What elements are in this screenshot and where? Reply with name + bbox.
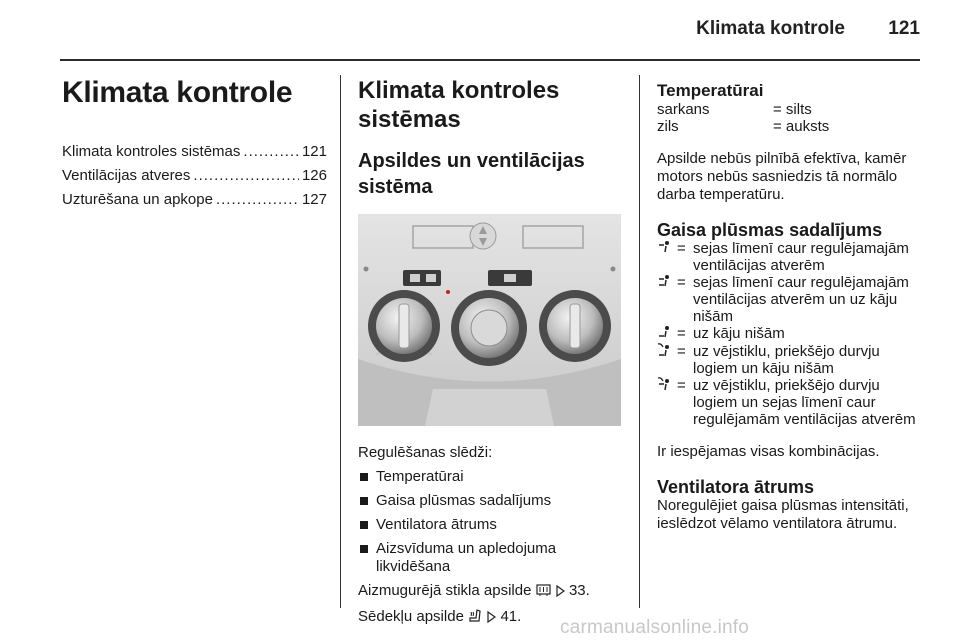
temperature-meaning: = auksts [773, 118, 830, 135]
subsection-title-line: sistēma [358, 176, 433, 198]
face-vent-icon [657, 240, 671, 254]
temperature-title: Temperatūrai [657, 81, 764, 100]
list-item-text: Aizsvīduma un apledojuma likvidēšana [376, 540, 557, 575]
airflow-row [657, 343, 922, 377]
chapter-title: Klimata kontrole [62, 76, 293, 109]
equals-sign: = [677, 274, 686, 291]
airflow-text: uz vējstiklu, priekšējo durvju logiem un kāju nišām [693, 343, 880, 377]
subsection-title [358, 148, 623, 200]
middle-column [358, 76, 623, 626]
list-item [358, 540, 623, 576]
combinations-note: Ir iespējamas visas kombinācijas. [657, 443, 880, 460]
list-item-text: Ventilatora ātrums [376, 516, 497, 533]
toc-entry-page: 127 [301, 191, 327, 208]
temperature-row [657, 101, 922, 118]
airflow-title: Gaisa plūsmas sadalījums [657, 220, 883, 240]
equals-sign: = [677, 325, 686, 342]
airflow-row [657, 240, 922, 274]
toc-entry-text: Ventilācijas atveres [62, 167, 191, 184]
bullet-icon [360, 497, 368, 505]
column-divider-2 [639, 75, 640, 608]
rear-window-heating-icon [536, 584, 551, 597]
subsection-title-line: Apsildes un ventilācijas [358, 150, 585, 172]
airflow-text: sejas līmenī caur regulējamajām ventilācijas atverēm [693, 240, 909, 274]
ref-text: Sēdekļu apsilde [358, 608, 464, 625]
toc-entry[interactable] [62, 164, 327, 188]
temperature-color: sarkans [657, 101, 710, 118]
bullet-icon [360, 545, 368, 553]
temperature-color: zils [657, 118, 679, 135]
fan-speed-text: Noregulējiet gaisa plūsmas intensitāti, ieslēdzot vēlamo ventilatora ātrumu. [657, 497, 909, 532]
equals-sign: = [677, 377, 686, 394]
section-title [358, 76, 623, 134]
temperature-note: Apsilde nebūs pilnībā efektīva, kamēr motors nebūs sasniedzis tā normālo darba temperatūru. [657, 150, 907, 203]
toc-entry-page: 121 [301, 143, 327, 160]
list-item [358, 516, 623, 534]
bullet-icon [360, 473, 368, 481]
list-item-text: Gaisa plūsmas sadalījums [376, 492, 552, 509]
toc-entry-page: 126 [301, 167, 327, 184]
seat-heating-icon [468, 609, 482, 623]
list-item-text: Temperatūrai [376, 468, 464, 485]
temperature-meaning: = silts [773, 101, 812, 118]
ref-text: Aizmugurējā stikla apsilde [358, 582, 532, 599]
airflow-text: sejas līmenī caur regulējamajām ventilācijas atverēm un uz kāju nišām [693, 274, 909, 325]
bullet-icon [360, 521, 368, 529]
fan-speed-title: Ventilatora ātrums [657, 477, 815, 497]
windscreen-face-icon [657, 377, 671, 391]
running-header-title: Klimata kontrole [696, 18, 845, 39]
toc-leader [193, 164, 299, 188]
toc-entry[interactable] [62, 140, 327, 164]
list-item [358, 468, 623, 486]
windscreen-feet-icon [657, 343, 671, 357]
airflow-row [657, 274, 922, 325]
toc-entry-text: Klimata kontroles sistēmas [62, 143, 241, 160]
page-reference-arrow-icon [555, 585, 565, 597]
section-title-line: sistēmas [358, 106, 461, 133]
climate-control-photo [358, 214, 621, 426]
header-rule [60, 59, 920, 61]
column-divider-1 [340, 75, 341, 608]
toc-entry[interactable] [62, 188, 327, 212]
equals-sign: = [677, 240, 686, 257]
toc-leader [243, 140, 299, 164]
ref-page[interactable]: 33. [568, 582, 590, 599]
ref-page[interactable]: 41. [500, 608, 522, 625]
section-title-line: Klimata kontroles [358, 77, 560, 104]
face-feet-vent-icon [657, 274, 671, 288]
controls-label: Regulēšanas slēdži: [358, 444, 493, 461]
list-item [358, 492, 623, 510]
toc-entry-text: Uzturēšana un apkope [62, 191, 213, 208]
controls-list [358, 468, 623, 576]
airflow-text: uz kāju nišām [693, 325, 785, 342]
right-column [657, 81, 922, 533]
watermark: carmanualsonline.info [560, 617, 750, 638]
airflow-text: uz vējstiklu, priekšējo durvju logiem un sejas līmenī caur regulējamām ventilācijas atverēm [693, 377, 916, 428]
equals-sign: = [677, 343, 686, 360]
airflow-row [657, 325, 922, 343]
airflow-row [657, 377, 922, 428]
control-panel-illustration [358, 214, 621, 426]
page-reference-arrow-icon [486, 611, 496, 623]
feet-vent-icon [657, 325, 671, 339]
rear-window-heating-ref [358, 582, 623, 600]
temperature-row [657, 118, 922, 135]
toc-leader [216, 188, 299, 212]
toc-column [62, 76, 327, 212]
page-number: 121 [888, 18, 920, 39]
